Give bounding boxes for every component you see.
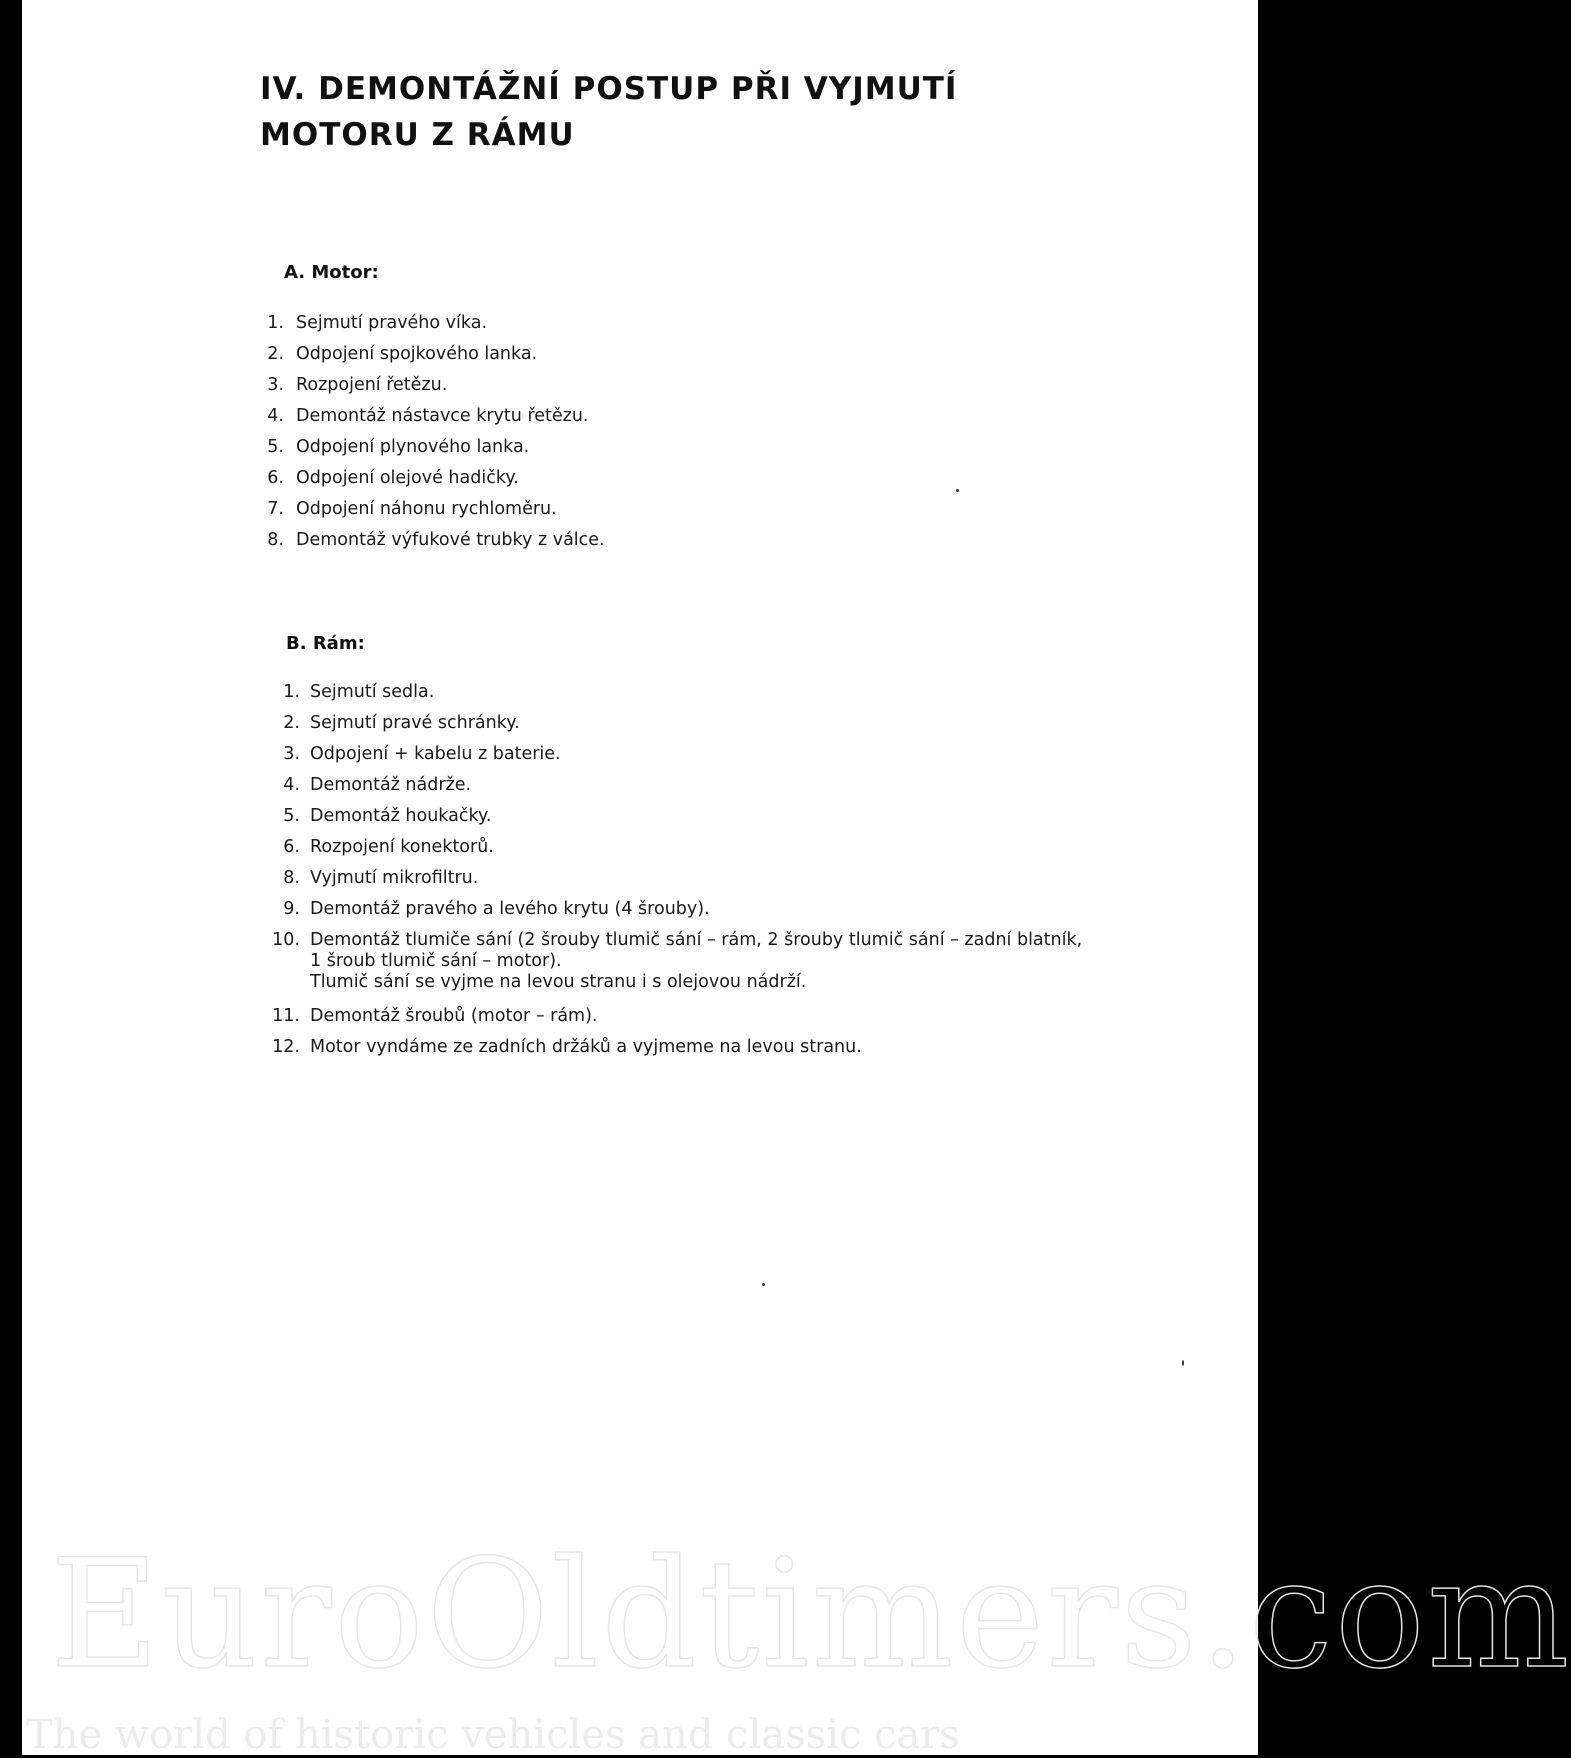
list-item	[270, 863, 1252, 894]
list-item	[262, 401, 962, 432]
item-text: Odpojení plynového lanka.	[296, 437, 530, 457]
item-number: 6.	[283, 837, 300, 857]
item-number: 10.	[272, 930, 300, 950]
list-item	[262, 432, 962, 463]
list-item	[270, 832, 1252, 863]
item-number: 3.	[267, 375, 284, 395]
list-item	[270, 1001, 1252, 1032]
scan-speck	[1182, 1360, 1184, 1366]
item-text: Demontáž houkačky.	[310, 806, 492, 826]
item-text: Odpojení olejové hadičky.	[296, 468, 519, 488]
item-number: 2.	[267, 344, 284, 364]
item-text: Sejmutí pravého víka.	[296, 313, 488, 333]
list-item	[270, 801, 1252, 832]
item-text: Demontáž nástavce krytu řetězu.	[296, 406, 589, 426]
list-item	[270, 708, 1252, 739]
list-item	[262, 463, 962, 494]
section-b-heading: B. Rám:	[286, 633, 365, 654]
item-text: Sejmutí pravé schránky.	[310, 713, 520, 733]
item-number: 7.	[267, 499, 284, 519]
item-number: 3.	[283, 744, 300, 764]
item-text: Demontáž výfukové trubky z válce.	[296, 530, 605, 550]
item-number: 12.	[272, 1037, 300, 1057]
item-text: Sejmutí sedla.	[310, 682, 435, 702]
list-item	[270, 894, 1252, 925]
item-number: 5.	[283, 806, 300, 826]
item-text: Demontáž šroubů (motor – rám).	[310, 1006, 598, 1026]
item-text: Odpojení náhonu rychloměru.	[296, 499, 557, 519]
list-item	[270, 677, 1252, 708]
scan-speck	[762, 1283, 765, 1286]
list-item	[262, 494, 962, 525]
list-item	[270, 770, 1252, 801]
item-number: 6.	[267, 468, 284, 488]
frame-steps-list	[270, 677, 1252, 1063]
item-number: 1.	[267, 313, 284, 333]
item-text: Vyjmutí mikrofiltru.	[310, 868, 479, 888]
list-item	[270, 739, 1252, 770]
list-item	[262, 525, 962, 556]
section-a-heading: A. Motor:	[284, 262, 379, 283]
item-number: 8.	[283, 868, 300, 888]
item-text: Rozpojení řetězu.	[296, 375, 448, 395]
watermark-tagline: The world of historic vehicles and classic cars	[26, 1712, 961, 1758]
item-number: 4.	[283, 775, 300, 795]
list-item	[270, 925, 1252, 1001]
item-number: 5.	[267, 437, 284, 457]
list-item	[262, 308, 962, 339]
item-number: 4.	[267, 406, 284, 426]
list-item	[270, 1032, 1252, 1063]
item-number: 1.	[283, 682, 300, 702]
list-item	[262, 370, 962, 401]
item-text: Motor vyndáme ze zadních držáků a vyjmeme na levou stranu.	[310, 1037, 862, 1057]
motor-steps-list	[262, 308, 962, 556]
item-text: Odpojení + kabelu z baterie.	[310, 744, 561, 764]
item-text: Demontáž tlumiče sání (2 šrouby tlumič sání – rám, 2 šrouby tlumič sání – zadní blatník, 1 šroub tlumič sání – motor). Tlumič sání se vyjme na levou stranu i s olejovou nádrží.	[310, 930, 1083, 992]
item-number: 8.	[267, 530, 284, 550]
item-number: 2.	[283, 713, 300, 733]
item-text: Demontáž pravého a levého krytu (4 šrouby).	[310, 899, 710, 919]
list-item	[262, 339, 962, 370]
item-number: 9.	[283, 899, 300, 919]
item-number: 11.	[272, 1006, 300, 1026]
item-text: Demontáž nádrže.	[310, 775, 472, 795]
item-text: Rozpojení konektorů.	[310, 837, 494, 857]
scan-speck	[956, 489, 959, 492]
item-text: Odpojení spojkového lanka.	[296, 344, 538, 364]
page-title: IV. DEMONTÁŽNÍ POSTUP PŘI VYJMUTÍ MOTORU Z RÁMU	[260, 71, 958, 153]
